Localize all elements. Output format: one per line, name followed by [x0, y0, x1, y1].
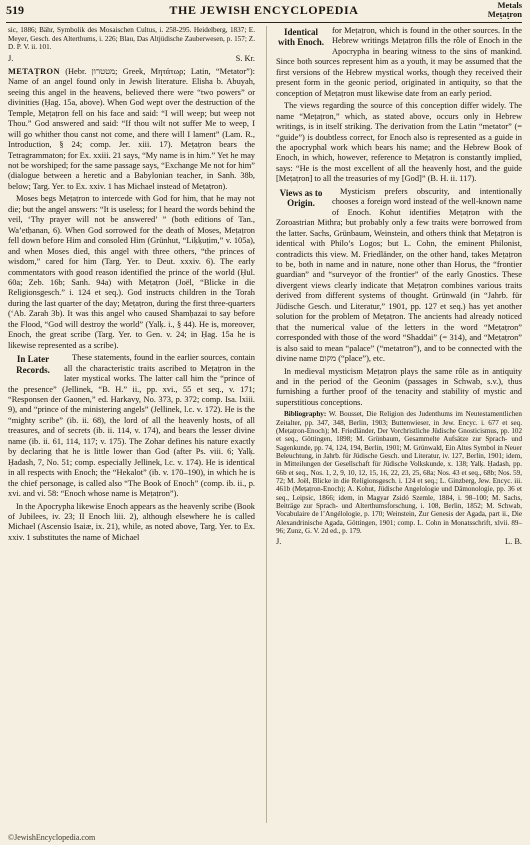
- left-column: [8, 26, 255, 545]
- running-head-top: Metals: [497, 0, 522, 10]
- watermark[interactable]: ©JewishEncyclopedia.com: [8, 833, 96, 842]
- entry-paragraph-1: (Hebr. מטטרון; Greek, Μητάτωρ; Latin, “Metator”): Name of an angel found only in Jewish literature. Elisha b. Abuyah, seeing this angel in the heavens, believed there were “two powers” or divinities (Ḥag. 15a, above). When God wept over the destruction of the Temple, Meṭaṭron fell on his face and said: “I will weep; but weep not Thou.” God answered and said: “If thou wilt not suffer Me to weep, I will go whither thou canst not come, and there will I lament” (Lam. R., Introduction, § 24; comp. Jer. xiii. 17). Meṭaṭron bears the Tetragrammaton; for Ex. xxiii. 21 says, “My name is in him.” Yet he may not be worshiped; for the same passage says, “Exchange Me not for him” (dialogue between a heretic and a Babylonian teacher, in Sanh. 38b, below; Targ. Yer. to Ex. xxiv. 1 has Michael instead of Meṭaṭron).: [8, 66, 255, 191]
- right-paragraph-1: for Meṭaṭron, which is found in the other sources. In the Hebrew writings Meṭaṭron fills the rôle of Enoch in the Apocrypha in bearing witness to the sins of mankind. Since both sources represent him as a youth, it may be assumed that the first versions of the Hebrew mystical works, though they received their present form in the geonic period, originated in antiquity, so that the conception of Meṭaṭron must likewise date from an early period.: [276, 26, 522, 98]
- entry-paragraph-4: In the Apocrypha likewise Enoch appears as the heavenly scribe (Book of Jubilees, iv. 23; II Enoch liii. 2), although elsewhere he is called Michael (Ascensio Isaiæ, ix. 21), while, as noted above, Targ. Yer. to Ex. xxiv. 1 substitutes the name of Michael: [8, 501, 255, 542]
- entry-paragraph-2: Moses begs Meṭaṭron to intercede with God for him, that he may not die; but the angel answers: “It is useless; for I heard the words behind the veil, ‘Thy prayer will not be answered’ ” (both editions of Tan., Wa’etḥanan, 6). When God sorrowed for the death of Moses, Meṭaṭron fell down before Him and consoled Him (Grünhut, “Liḳḳuṭim,” v. 105a), and when Moses died, this angel with three others, “the princes of wisdom,” cared for him (Targ. Yer. to Deut. xxxiv. 6). The early commentators with good reason identified the prince of the world (Ḥul. 60a; Zeb. 16b; Sanh. 94a) with Meṭaṭron (Joël, “Blicke in die Religionsgesch.” i. 124 et seq.). God instructs children in the Torah during the last quarter of the day; Meṭaṭron, during the first three-quarters (‘Ab. Zarah 3b). It was this angel who caused Shamḥazai to say before the Flood, “God will destroy the world” (Yalḳ. i., § 44). He is, moreover, Enoch, the great scribe (Targ. Yer. to Gen. v. 24; in Ḥag. 15a he is likewise represented as a scribe).: [8, 194, 255, 350]
- signature-author-right: L. B.: [505, 537, 522, 547]
- running-head: [488, 1, 522, 19]
- right-paragraph-3-wrap: [276, 187, 522, 365]
- page-number: 519: [6, 3, 24, 17]
- entry-headword: METAṬRON: [8, 66, 60, 76]
- column-divider: [266, 26, 267, 823]
- bibliography-label: Bibliography:: [284, 410, 327, 419]
- signature-initial-right: J.: [276, 537, 282, 547]
- signature-initial: J.: [8, 53, 14, 63]
- running-head-bottom: Meṭaṭron: [487, 9, 522, 19]
- previous-entry-signature: [8, 54, 255, 64]
- journal-title: THE JEWISH ENCYCLOPEDIA: [169, 3, 359, 17]
- right-paragraph-3: Mysticism prefers obscurity, and intentionally chooses a foreign word instead of the well-known name of Enoch. Kohut identifies Meṭaṭron with the Zoroastrian Mithra; but probably only a few traits were borrowed from the latter. Sachs, Grünbaum, Weinstein, and others think that Meṭaṭron is identical with Philo’s Logos; but L. Cohn, the eminent Philonist, contradicts this view. M. Friedländer, on the other hand, takes Meṭaṭron to be, both in name and in nature, none other than Horus, the “frontier guardian” and “surveyor of the frontier” of the early Gnostics. These divergent views clearly indicate that Meṭaṭron combines various traits derived from different systems of thought. Grünwald (in “Jahrb. für Jüdische Gesch. und Literatur,” 1901, pp. 127 et seq.) has yet another solution for the problem of Meṭaṭron. The ancients had already noticed that the numerical value of the letters in the word “Meṭaṭron” corresponded with those of the word “Shaddai” (= 314), and “Meṭaṭron” is also said to mean “palace” (“metatron”), and to be connected with the divine name מקום (“place”), etc.: [276, 186, 522, 364]
- right-paragraph-1-wrap: [276, 26, 522, 99]
- right-paragraph-2: The views regarding the source of this conception differ widely. The name “Meṭaṭron,” which, as stated above, occurs only in Hebrew writings, is in itself striking. The derivation from the Latin “metator” (= “guide”) is doubtless correct, for Enoch also is represented as a guide in the apocryphal work which bears his name; and the Hebrew Book of Enoch, in which, however, reference to Meṭaṭron is constantly implied, says: “He is the most excellent of all the heavenly host, and the guide [Meṭaṭron] to all the treasuries of my [God]” (B. H. ii. 117).: [276, 101, 522, 184]
- side-heading-views-origin: Views as to Origin.: [279, 187, 323, 209]
- side-heading-identical-enoch: Identical with Enoch.: [277, 27, 324, 48]
- entry-paragraph-3-wrap: [8, 353, 255, 499]
- signature-author: S. Kr.: [235, 53, 255, 63]
- right-column: [276, 26, 522, 551]
- bibliography-text: W. Bousset, Die Religion des Judenthums im Neutestamentlichen Zeitalter, pp. 347, 348, Berlin, 1903; Buttenwieser, in Jew. Encyc. i. 677 et seq. (Meṭaṭron-Enoch); M. Friedländer, Der Vorchristliche Jüdische Gnosticismus, pp. 102 et seq., Göttingen, 1898; M. Grünbaum, Gesammelte Aufsätze zur Sprach- und Sagenkunde, pp. 74, 124, 194, Berlin, 1901; M. Grünwald, Ein Altes Symbol in Neuer Beleuchtung, in Jahrb. für Jüdische Gesch. und Literatur, iv. 127, Berlin, 1901; idem, in Mitteilungen der Gesellschaft für Jüdische Volkskunde, x. 138; Yalḳ. Ḥadash, pp. 66b et seq., Nos. 1, 2, 9, 10, 12, 15, 16, 22, 23, 25, 68a; Nos. 43 et seq., 68b; Nos. 59, 72; M. Joël, Blicke in die Religionsgesch. i. 124 et seq.; L. Ginzberg, Jew. Encyc. iii. 461b (Meṭaṭron-Enoch); A. Kohut, Jüdische Angelologie und Dämonologie, pp. 36 et seq., Leipsic, 1866; idem, in Magyar Zsidó Szemle, 1884, i. 98–100; M. Sachs, Beiträge zur Sprach- und Alterthumsforschung, i. 108, Berlin, 1852; M. Schwab, Vocabulaire de l’Angélologie, p. 170; Weinstein, Zur Genesis der Agada, part ii., Die Alexandrinische Agada, Göttingen, 1901; comp. L. Cohn in Monatsschrift, xlvii. 89–96; Zunz, G. V. 2d ed., p. 179.: [276, 410, 522, 536]
- page-header: [6, 2, 522, 23]
- entry-paragraph-3: These statements, found in the earlier sources, contain all the characteristic traits ascribed to Meṭaṭron in the later mystical works. The latter call him the “prince of the presence” (Jellinek, “B. H.” ii., pp. xvi., 55 et seq., v. 171; “Responsen der Gaonen,” ed. Harkavy, No. 373, p. 372; comp. Isa. lxiii. 9), and “prince of the ministering angels” (Jellinek, l.c. v. 172). He is the “mighty scribe” (ib. ii. 68), the lord of all the heavenly hosts, of all treasures, and of secrets (ib. ii. 114, v. 174), and bears the lesser divine name (ib. ii. 61, 114, 117; v. 175). The Zohar defines his nature exactly by declaring that he is little lower than God (after Ps. viii. 6; Yalḳ. Ḥadash, 7, No. 51; comp. especially Jellinek, l.c. v. 174). He is identical in all respects with Enoch; the “Hekalot” (ib. v. 170–190), in which he is the chief personage, is called also “The Book of Enoch” (comp. ib. ii., p. xvi. and vi. 58: “Enoch whose name is Meṭaṭron”).: [8, 353, 255, 499]
- entry-signature: [276, 537, 522, 547]
- bibliography: [276, 410, 522, 535]
- side-heading-later-records: In Later Records.: [16, 354, 50, 375]
- entry-intro: [8, 67, 255, 192]
- previous-entry-bibliography: sic, 1886; Bähr, Symbolik des Mosaischen Cultus, i. 258-295. Heidelberg, 1837; E. Meyer, Gesch. des Alterthums, i. 226; Blau, Das Altjüdische Zauberwesen, p. 157; Z. D. P. V. ii. 101.: [8, 26, 255, 51]
- right-paragraph-4: In medieval mysticism Meṭaṭron plays the same rôle as in antiquity and in the period of the Geonim (passages in Schwab, s.v.), thus furnishing a further proof of the tenacity and stability of mystic and superstitious conceptions.: [276, 366, 522, 407]
